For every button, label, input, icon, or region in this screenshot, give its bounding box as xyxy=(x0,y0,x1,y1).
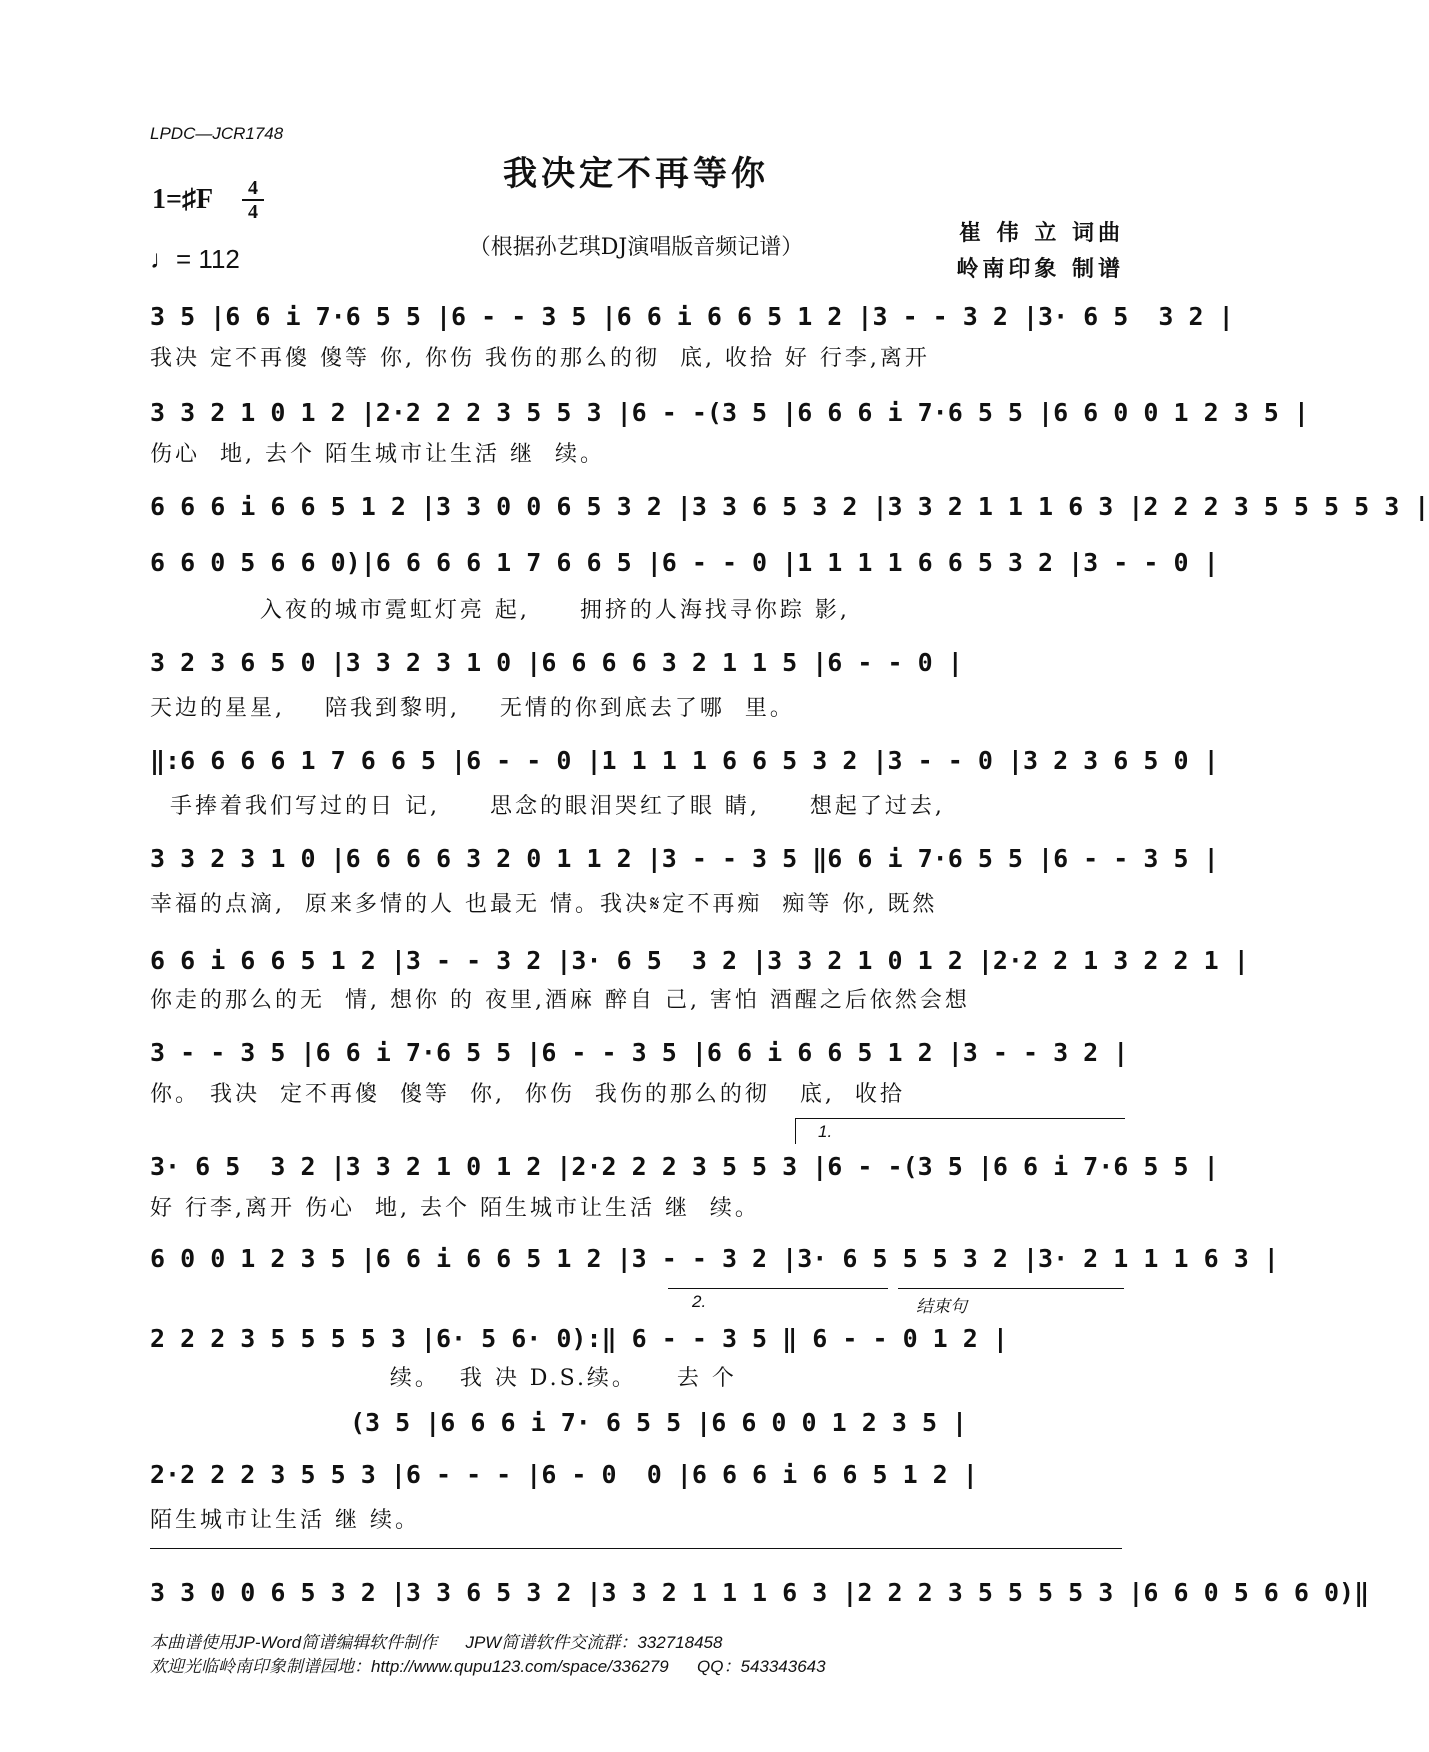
volta-2-bracket xyxy=(668,1288,888,1289)
notation-row-1: 3 5 |6 6 i 7·6 5 5 |6 - - 3 5 |6 6 i 6 6 5 1 2 |3 - - 3 2 |3· 6 5 3 2 | xyxy=(150,302,1234,331)
lyric-row-5: 天边的星星, 陪我到黎明, 无情的你到底去了哪 里。 xyxy=(150,696,795,721)
notation-row-13-upper: (3 5 |6 6 6 i 7· 6 5 5 |6 6 0 0 1 2 3 5 | xyxy=(350,1408,968,1437)
lyric-row-6: 手捧着我们写过的日 记, 思念的眼泪哭红了眼 睛, 想起了过去, xyxy=(150,794,945,819)
notation-row-8: 6 6 i 6 6 5 1 2 |3 - - 3 2 |3· 6 5 3 2 |3 3 2 1 0 1 2 |2·2 2 1 3 2 2 1 | xyxy=(150,946,1249,975)
system-top-line xyxy=(150,1548,1122,1549)
notation-row-3: 6 6 6 i 6 6 5 1 2 |3 3 0 0 6 5 3 2 |3 3 6 5 3 2 |3 3 2 1 1 1 6 3 |2 2 2 3 5 5 5 5 3 | xyxy=(150,492,1429,521)
time-signature xyxy=(242,178,264,222)
lyric-row-1: 我决 定不再傻 傻等 你, 你伤 我伤的那么的彻 底, 收拾 好 行李,离开 xyxy=(150,346,930,371)
lyric-row-12: 续。 我 决 D.S.续。 去 个 xyxy=(150,1366,737,1391)
ending-label: 结束句 xyxy=(916,1297,967,1316)
lyric-row-10: 好 行李,离开 伤心 地, 去个 陌生城市让生活 继 续。 xyxy=(150,1196,760,1221)
score-code: LPDC—JCR1748 xyxy=(150,124,284,143)
lyric-row-4: 入夜的城市霓虹灯亮 起, 拥挤的人海找寻你踪 影, xyxy=(150,598,850,623)
time-bottom: 4 xyxy=(248,201,258,223)
lyric-row-8: 你走的那么的无 情, 想你 的 夜里,酒麻 醉自 己, 害怕 酒醒之后依然会想 xyxy=(150,988,970,1013)
notation-row-12: 2 2 2 3 5 5 5 5 3 |6· 5 6· 0):‖ 6 - - 3 5 ‖ 6 - - 0 1 2 | xyxy=(150,1324,1008,1353)
lyric-row-7: 幸福的点滴, 原来多情的人 也最无 情。我决𝄋定不再痴 痴等 你, 既然 xyxy=(150,892,938,917)
notation-row-4: 6 6 0 5 6 6 0)|6 6 6 6 1 7 6 6 5 |6 - - 0 |1 1 1 1 6 6 5 3 2 |3 - - 0 | xyxy=(150,548,1219,577)
credit-lyrics: 崔 伟 立 词曲 xyxy=(959,220,1124,246)
volta-1-bracket xyxy=(795,1118,1125,1119)
notation-row-14: 3 3 0 0 6 5 3 2 |3 3 6 5 3 2 |3 3 2 1 1 1 6 3 |2 2 2 3 5 5 5 5 3 |6 6 0 5 6 6 0)‖ xyxy=(150,1578,1370,1607)
lyric-row-2: 伤心 地, 去个 陌生城市让生活 继 续。 xyxy=(150,442,605,467)
key-signature: 1=♯F xyxy=(152,184,214,215)
volta-2-label: 2. xyxy=(692,1292,707,1311)
notation-row-6: ‖:6 6 6 6 1 7 6 6 5 |6 - - 0 |1 1 1 1 6 6 5 3 2 |3 - - 0 |3 2 3 6 5 0 | xyxy=(150,746,1219,775)
notation-row-7: 3 3 2 3 1 0 |6 6 6 6 3 2 0 1 1 2 |3 - - 3 5 ‖6 6 i 7·6 5 5 |6 - - 3 5 | xyxy=(150,844,1219,873)
notation-row-9: 3 - - 3 5 |6 6 i 7·6 5 5 |6 - - 3 5 |6 6 i 6 6 5 1 2 |3 - - 3 2 | xyxy=(150,1038,1129,1067)
notation-row-13: 2·2 2 2 3 5 5 3 |6 - - - |6 - 0 0 |6 6 6 i 6 6 5 1 2 | xyxy=(150,1460,978,1489)
lyric-row-13: 陌生城市让生活 继 续。 xyxy=(150,1508,420,1533)
volta-1-label: 1. xyxy=(818,1122,833,1141)
tempo-mark: ♩= 112 xyxy=(150,244,240,274)
subtitle: （根据孙艺琪DJ演唱版音频记谱） xyxy=(468,235,804,260)
time-top: 4 xyxy=(248,177,258,199)
notation-row-5: 3 2 3 6 5 0 |3 3 2 3 1 0 |6 6 6 6 3 2 1 1 5 |6 - - 0 | xyxy=(150,648,963,677)
notation-row-2: 3 3 2 1 0 1 2 |2·2 2 2 3 5 5 3 |6 - -(3 5 |6 6 6 i 7·6 5 5 |6 6 0 0 1 2 3 5 | xyxy=(150,398,1309,427)
credit-score: 岭南印象 制谱 xyxy=(956,256,1124,282)
volta-1-hook xyxy=(795,1118,796,1144)
footer-line-1: 本曲谱使用JP-Word简谱编辑软件制作 JPW简谱软件交流群：332718458 xyxy=(150,1633,723,1652)
notation-row-11: 6 0 0 1 2 3 5 |6 6 i 6 6 5 1 2 |3 - - 3 2 |3· 6 5 5 5 3 2 |3· 2 1 1 1 6 3 | xyxy=(150,1244,1279,1273)
lyric-row-9: 你。 我决 定不再傻 傻等 你, 你伤 我伤的那么的彻 底, 收拾 xyxy=(150,1082,905,1107)
notation-row-10: 3· 6 5 3 2 |3 3 2 1 0 1 2 |2·2 2 2 3 5 5 3 |6 - -(3 5 |6 6 i 7·6 5 5 | xyxy=(150,1152,1219,1181)
footer-line-2: 欢迎光临岭南印象制谱园地：http://www.qupu123.com/space/336279 QQ：543343643 xyxy=(150,1657,826,1676)
song-title: 我决定不再等你 xyxy=(503,154,769,194)
ending-bracket xyxy=(898,1288,1124,1289)
